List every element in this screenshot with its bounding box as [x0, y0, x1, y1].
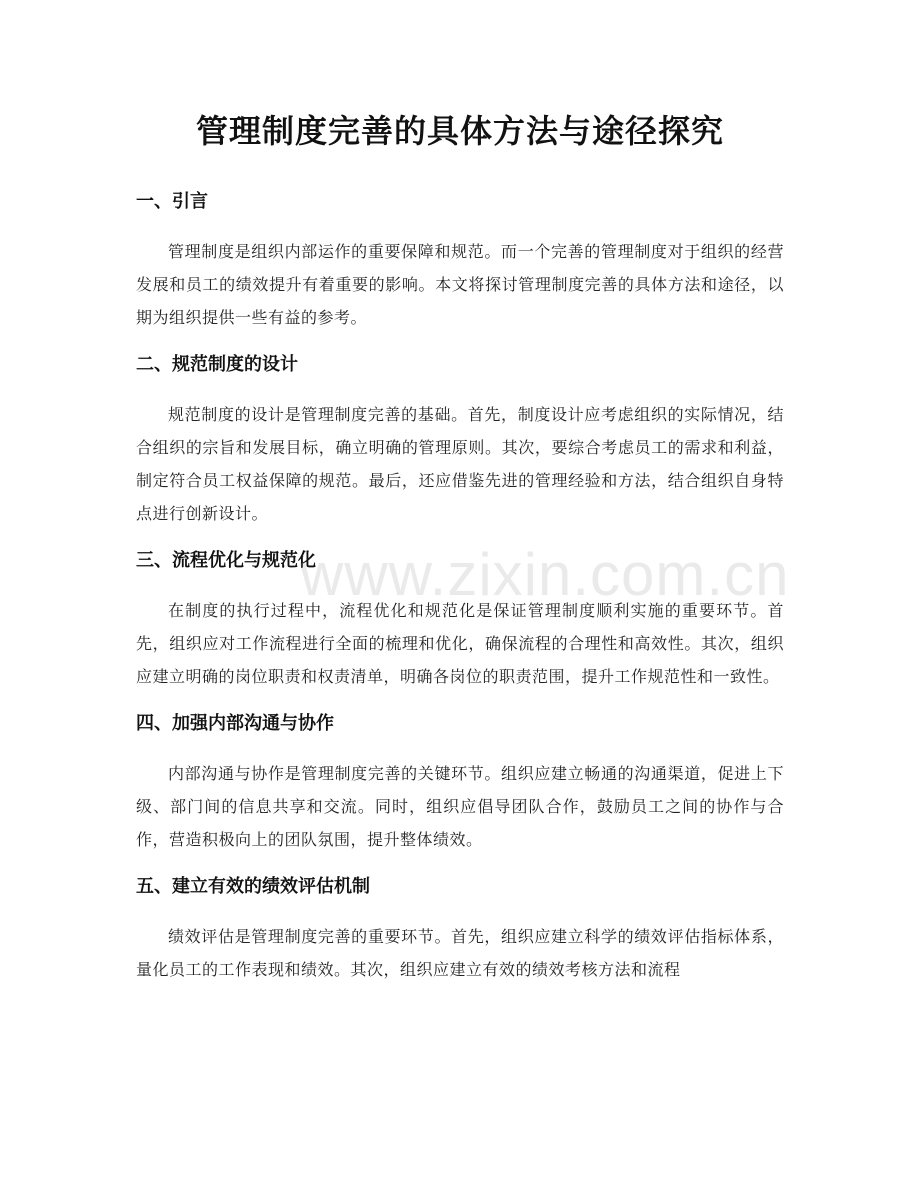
section-introduction	[136, 185, 784, 334]
section-process-optimization	[136, 544, 784, 693]
section-performance-evaluation	[136, 870, 784, 986]
section-heading: 三、流程优化与规范化	[136, 550, 316, 571]
document-title: 管理制度完善的具体方法与途径探究	[195, 112, 724, 150]
section-paragraph: 规范制度的设计是管理制度完善的基础。首先，制度设计应考虑组织的实际情况，结合组织的宗旨和发展目标，确立明确的管理原则。其次，要综合考虑员工的需求和利益，制定符合员工权益保障的规范。最后，还应借鉴先进的管理经验和方法，结合组织自身特点进行创新设计。	[136, 405, 784, 523]
section-standard-design	[136, 348, 784, 530]
section-communication	[136, 707, 784, 856]
document-body	[136, 185, 784, 1000]
section-heading: 二、规范制度的设计	[136, 354, 298, 375]
section-heading: 四、加强内部沟通与协作	[136, 713, 334, 734]
section-heading: 五、建立有效的绩效评估机制	[136, 876, 370, 897]
watermark: www.zixin.com.cn	[300, 541, 790, 608]
section-heading: 一、引言	[136, 191, 208, 212]
section-paragraph: 管理制度是组织内部运作的重要保障和规范。而一个完善的管理制度对于组织的经营发展和员工的绩效提升有着重要的影响。本文将探讨管理制度完善的具体方法和途径，以期为组织提供一些有益的参考。	[136, 242, 784, 327]
section-paragraph: 绩效评估是管理制度完善的重要环节。首先，组织应建立科学的绩效评估指标体系，量化员工的工作表现和绩效。其次，组织应建立有效的绩效考核方法和流程	[136, 927, 784, 979]
section-paragraph: 在制度的执行过程中，流程优化和规范化是保证管理制度顺利实施的重要环节。首先，组织应对工作流程进行全面的梳理和优化，确保流程的合理性和高效性。其次，组织应建立明确的岗位职责和权责清单，明确各岗位的职责范围，提升工作规范性和一致性。	[136, 601, 784, 686]
section-paragraph: 内部沟通与协作是管理制度完善的关键环节。组织应建立畅通的沟通渠道，促进上下级、部门间的信息共享和交流。同时，组织应倡导团队合作，鼓励员工之间的协作与合作，营造积极向上的团队氛围，提升整体绩效。	[136, 764, 784, 849]
